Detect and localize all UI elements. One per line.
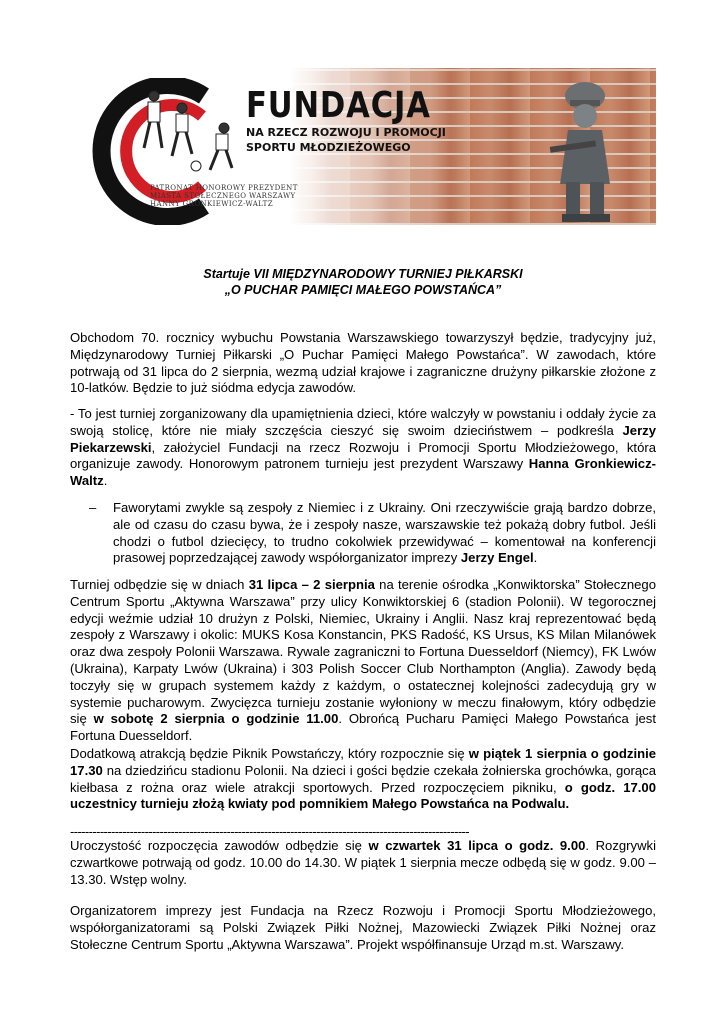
p3-text-e: . Obrońcą Pucharu Pamięci Małego Powstańca jest Fortuna Duesseldorf. [70, 711, 656, 744]
p3-dates: 31 lipca – 2 sierpnia [248, 577, 375, 592]
paragraph-quote-engel [113, 500, 656, 567]
p3-text-a: Turniej odbędzie się w dniach [70, 577, 249, 592]
patronat-block [150, 184, 298, 208]
p2-text-a: - To jest turniej zorganizowany dla upamiętnienia dzieci, które walczyły w powstaniu i oddały życie za swoją stolicę, które nie miały szczęścia cieszyć się swoim dzieciństwem – podkreśla [70, 406, 656, 438]
p5-text-c: . Rozgrywki czwartkowe potrwają od godz. 10.00 do 14.30. W piątek 1 sierpnia mecze odbędą się w godz. 9.00 – 13.30. Wstęp wolny. [70, 838, 656, 887]
p2-name-piekarzewski: Jerzy Piekarzewski [70, 422, 656, 455]
heading-line1: Startuje VII MIĘDZYNARODOWY TURNIEJ PIŁKARSKI [203, 267, 523, 281]
patronat-line1: PATRONAT HONOROWY PREZYDENT [150, 184, 298, 192]
brand-title: FUNDACJA [246, 85, 431, 126]
paragraph-tournament-details [70, 577, 656, 745]
p4-text-c: na dziedzińcu stadionu Polonii. Na dzieci i gości będzie czekała żołnierska grochówka, gorąca kiełbasa z rożna oraz wiele atrakcji sportowych. Przed rozpoczęciem pikniku, [70, 762, 656, 795]
bullet-text-c: . [533, 550, 538, 566]
p5-opening-date: w czwartek 31 lipca o godz. 9.00 [368, 838, 586, 853]
p4-picnic-date: w piątek 1 sierpnia o godzinie 17.30 [70, 746, 656, 778]
paragraph-picnic [70, 746, 656, 813]
p2-name-gronkiewicz: Hanna Gronkiewicz-Waltz [70, 456, 656, 489]
brand-subtitle-line2: SPORTU MŁODZIEŻOWEGO [246, 141, 411, 154]
p3-text-c: na terenie ośrodka „Konwiktorska” Stołecznego Centrum Sportu „Aktywna Warszawa” przy ulicy Konwiktorskiej 6 (stadion Polonii). W tegorocznej edycji weźmie udział 10 drużyn z Polski, Niemiec, Ukrainy i Anglii. Nasz kraj reprezentować będą zespoły z Warszawy i okolic: MUKS Kosa Konstancin, PKS Radość, KS Ursus, KS Milan Milanówek oraz dwa zespoły Polonii Warszawa. Rywale zagraniczni to Fortuna Duesseldorf (Niemcy), FK Lwów (Ukraina), Karpaty Lwów (Ukraina) i 303 Polish Soccer Club Northampton (Anglia). Zawody będą toczyły się w grupach systemem każdy z każdym, o ostatecznej kolejności zadecydują gry w systemie pucharowym. Zwycięzca turnieju zostanie wyłoniony w meczu finałowym, który odbędzie się [70, 577, 656, 727]
patronat-line2: MIASTA STOŁECZNEGO WARSZAWY [150, 192, 296, 200]
paragraph-opening-ceremony [70, 838, 656, 888]
p4-flowers: o godz. 17.00 uczestnicy turnieju złożą kwiaty pod pomnikiem Małego Powstańca na Podwalu. [70, 779, 656, 812]
bullet-name-engel: Jerzy Engel [460, 550, 534, 566]
p5-text-a: Uroczystość rozpoczęcia zawodów odbędzie się [70, 838, 369, 853]
article-heading [70, 266, 656, 298]
p4-text-a: Dodatkową atrakcją będzie Piknik Powstańczy, który rozpocznie się [70, 746, 469, 761]
foundation-banner [70, 68, 656, 225]
bullet-dash: – [89, 500, 97, 515]
p3-final-date: w sobotę 2 sierpnia o godzinie 11.00 [93, 711, 339, 727]
bullet-text-a: Faworytami zwykle są zespoły z Niemiec i z Ukrainy. Oni rzeczywiście grają bardzo dobrze, ale od czasu do czasu bywa, że i zespoły nasze, warszawskie też pokażą dobry futbol. Jeśli chodzi o futbol dziecięcy, to trudno cokolwiek przewidywać – komentował na konferencji prasowej poprzedzającej zawody współorganizator imprezy [113, 500, 656, 566]
brand-title-block [246, 85, 463, 154]
p2-text-c: , założyciel Fundacji na rzecz Rozwoju i Promocji Sportu Młodzieżowego, która organizuje zawody. Honorowym patronem turnieju jest prezydent Warszawy [70, 439, 656, 472]
p2-text-e: . [103, 473, 108, 489]
separator-line: ----------------------------------------------------------------------------------------------------------- [70, 825, 470, 839]
heading-line2: „O PUCHAR PAMIĘCI MAŁEGO POWSTAŃCA” [224, 283, 502, 297]
paragraph-intro: Obchodom 70. rocznicy wybuchu Powstania Warszawskiego towarzyszył będzie, tradycyjny już, Międzynarodowy Turniej Piłkarski „O Puchar Pamięci Małego Powstańca”. W zawodach, które potrwają od 31 lipca do 2 sierpnia, wezmą udział krajowe i zagraniczne drużyny piłkarskie złożone z 10-latków. Będzie to już siódma edycja zawodów. [70, 330, 656, 396]
patronat-line3: HANNY GRONKIEWICZ-WALTZ [150, 200, 273, 208]
paragraph-organizers: Organizatorem imprezy jest Fundacja na Rzecz Rozwoju i Promocji Sportu Młodzieżowego, współorganizatorami są Polski Związek Piłki Nożnej, Mazowiecki Związek Piłki Nożnej oraz Stołeczne Centrum Sportu „Aktywna Warszawa”. Projekt współfinansuje Urząd m.st. Warszawy. [70, 903, 656, 952]
paragraph-quote-piekarzewski [70, 406, 656, 490]
little-insurgent-statue-icon [540, 74, 630, 224]
brand-subtitle-line1: NA RZECZ ROZWOJU I PROMOCJI [246, 126, 446, 139]
